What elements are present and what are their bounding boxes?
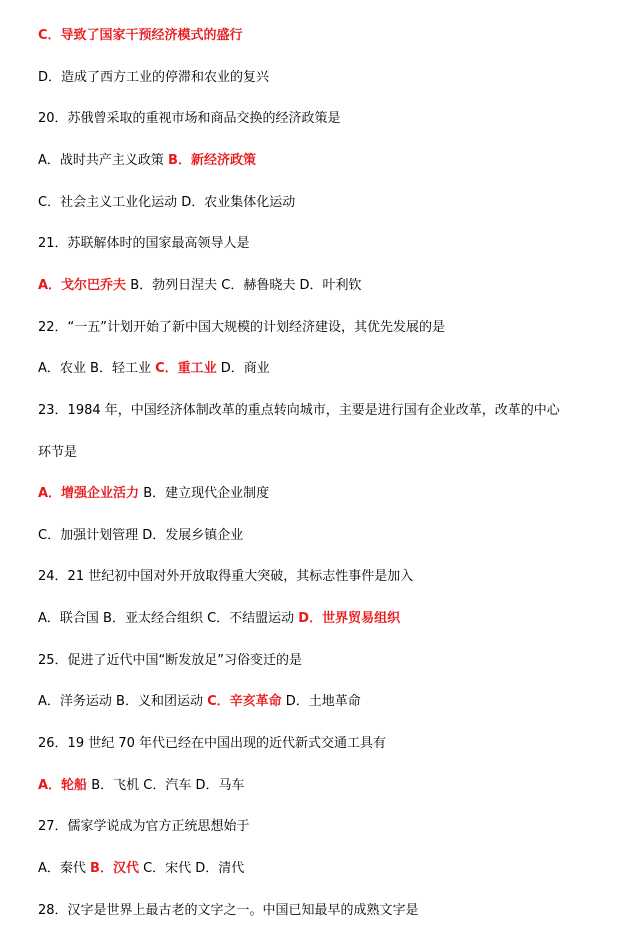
text-segment: B．飞机 C．汽车 D．马车 xyxy=(87,778,245,793)
text-line xyxy=(38,526,618,546)
text-segment: 26．19 世纪 70 年代已经在中国出现的近代新式交通工具有 xyxy=(38,736,387,751)
text-line xyxy=(38,859,618,879)
text-segment: D．土地革命 xyxy=(281,694,361,709)
text-segment: A．农业 B．轻工业 xyxy=(38,361,156,376)
text-line xyxy=(38,776,618,796)
text-segment: 21．苏联解体时的国家最高领导人是 xyxy=(38,236,250,251)
text-segment: 20．苏俄曾采取的重视市场和商品交换的经济政策是 xyxy=(38,111,341,126)
answer-highlight: B．汉代 xyxy=(90,861,139,876)
text-segment: 25．促进了近代中国“断发放足”习俗变迁的是 xyxy=(38,653,303,668)
text-segment: 23．1984 年，中国经济体制改革的重点转向城市，主要是进行国有企业改革，改革的中心 xyxy=(38,403,560,418)
text-line xyxy=(38,567,618,587)
text-line xyxy=(38,68,618,88)
text-line xyxy=(38,484,618,504)
text-line xyxy=(38,651,618,671)
text-line xyxy=(38,734,618,754)
answer-highlight: C．重工业 xyxy=(155,361,217,376)
text-segment: A．洋务运动 B．义和团运动 xyxy=(38,694,208,709)
text-segment: 27．儒家学说成为官方正统思想始于 xyxy=(38,819,250,834)
answer-highlight: C．导致了国家干预经济模式的盛行 xyxy=(38,28,243,43)
text-line xyxy=(38,26,618,46)
text-line xyxy=(38,901,618,921)
text-segment: 22．“一五”计划开始了新中国大规模的计划经济建设，其优先发展的是 xyxy=(38,320,446,335)
answer-highlight: A．轮船 xyxy=(38,778,88,793)
text-line xyxy=(38,151,618,171)
text-line xyxy=(38,359,618,379)
text-line xyxy=(38,817,618,837)
text-segment: A．战时共产主义政策 xyxy=(38,153,169,168)
answer-highlight: A．戈尔巴乔夫 xyxy=(38,278,127,293)
answer-highlight: C．辛亥革命 xyxy=(207,694,282,709)
text-segment: 28．汉字是世界上最古老的文字之一。中国已知最早的成熟文字是 xyxy=(38,903,419,918)
text-segment: 24．21 世纪初中国对外开放取得重大突破，其标志性事件是加入 xyxy=(38,569,414,584)
text-segment: D．造成了西方工业的停滞和农业的复兴 xyxy=(38,70,270,85)
text-segment: B．建立现代企业制度 xyxy=(139,486,270,501)
text-line xyxy=(38,692,618,712)
text-segment: C．宋代 D．清代 xyxy=(138,861,245,876)
text-segment: D．商业 xyxy=(216,361,270,376)
text-segment: B．勃列日涅夫 C．赫鲁晓夫 D．叶利钦 xyxy=(126,278,362,293)
answer-highlight: A．增强企业活力 xyxy=(38,486,140,501)
text-line xyxy=(38,401,618,421)
text-segment: C．社会主义工业化运动 D．农业集体化运动 xyxy=(38,195,296,210)
text-line xyxy=(38,443,618,463)
text-line xyxy=(38,318,618,338)
text-line xyxy=(38,234,618,254)
text-segment: C．加强计划管理 D．发展乡镇企业 xyxy=(38,528,244,543)
text-segment: A．联合国 B．亚太经合组织 C．不结盟运动 xyxy=(38,611,299,626)
answer-highlight: D．世界贸易组织 xyxy=(298,611,401,626)
text-segment: A．秦代 xyxy=(38,861,91,876)
text-segment: 环节是 xyxy=(38,445,78,460)
text-line xyxy=(38,193,618,213)
answer-highlight: B．新经济政策 xyxy=(168,153,256,168)
text-line xyxy=(38,109,618,129)
text-line xyxy=(38,276,618,296)
text-line xyxy=(38,609,618,629)
